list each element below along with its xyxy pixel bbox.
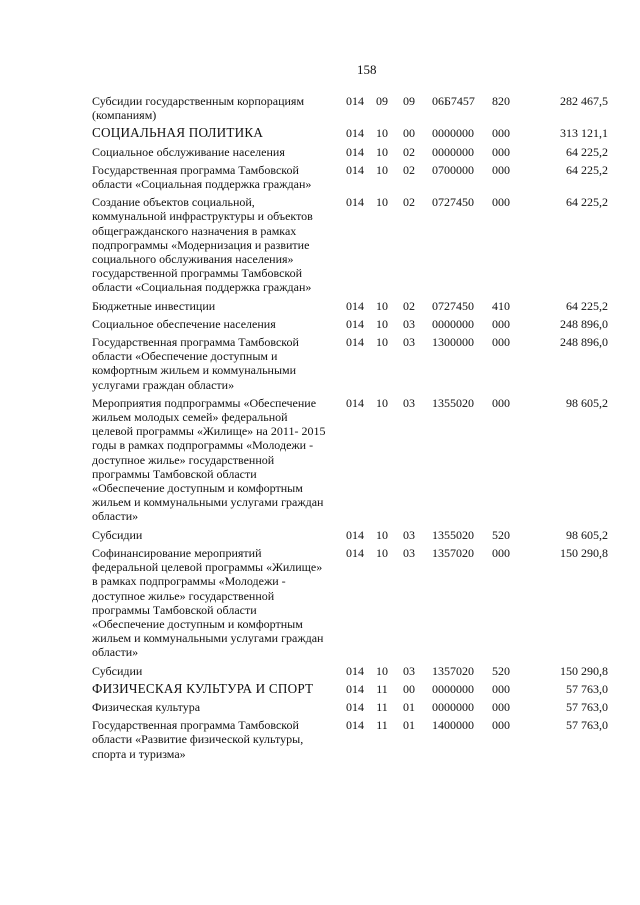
table-row: [92, 317, 608, 331]
item-name: Мероприятия подпрограммы «Обеспечение жильем молодых семей» федеральной целевой программы «Жилище» на 2011- 2015 годы в рамках подпрограммы «Молодежи - доступное жилье» государственной программы Тамбовской области «Обеспечение доступным и комфортным жильем и коммунальными услугами граждан области»: [92, 395, 326, 524]
subsection-code: 03: [403, 527, 415, 542]
target-article-code: 1300000: [432, 335, 474, 350]
subsection-code: 01: [403, 718, 415, 733]
table-row: [92, 335, 608, 392]
budget-table: [92, 94, 608, 765]
expense-type-code: 820: [492, 94, 510, 108]
table-row: [92, 664, 608, 678]
section-code: 10: [376, 335, 388, 350]
item-name: Социальное обслуживание населения: [92, 144, 285, 159]
amount: 248 896,0: [560, 335, 608, 350]
ministry-code: 014: [346, 663, 364, 678]
section-code: 10: [376, 195, 388, 210]
target-article-code: 0000000: [432, 144, 474, 159]
target-article-code: 06Б7457: [432, 94, 475, 108]
ministry-code: 014: [346, 699, 364, 714]
subsection-code: 02: [403, 144, 415, 159]
expense-type-code: 000: [492, 126, 510, 141]
expense-type-code: 520: [492, 527, 510, 542]
expense-type-code: 000: [492, 681, 510, 696]
target-article-code: 0000000: [432, 316, 474, 331]
subsection-code: 09: [403, 94, 415, 108]
ministry-code: 014: [346, 681, 364, 696]
section-code: 10: [376, 126, 388, 141]
subsection-code: 03: [403, 663, 415, 678]
section-code: 10: [376, 144, 388, 159]
item-name: ФИЗИЧЕСКАЯ КУЛЬТУРА И СПОРТ: [92, 680, 314, 696]
item-name: Софинансирование мероприятий федеральной целевой программы «Жилище» в рамках подпрограммы «Молодежи - доступное жилье» государственной программы Тамбовской области «Обеспечение доступным и комфортным жильем и коммунальными услугами граждан области»: [92, 545, 324, 660]
ministry-code: 014: [346, 94, 364, 108]
ministry-code: 014: [346, 718, 364, 733]
table-row: [92, 718, 608, 761]
target-article-code: 0700000: [432, 162, 474, 177]
item-name: Субсидии: [92, 527, 143, 542]
amount: 150 290,8: [560, 545, 608, 560]
item-name: СОЦИАЛЬНАЯ ПОЛИТИКА: [92, 125, 264, 141]
page-number: 158: [357, 62, 377, 77]
section-row: [92, 126, 608, 140]
section-code: 10: [376, 298, 388, 313]
section-code: 10: [376, 316, 388, 331]
table-row: [92, 94, 608, 122]
subsection-code: 02: [403, 162, 415, 177]
section-code: 11: [376, 718, 388, 733]
section-code: 10: [376, 663, 388, 678]
ministry-code: 014: [346, 335, 364, 350]
item-name: Субсидии государственным корпорациям (компаниям): [92, 94, 305, 123]
expense-type-code: 000: [492, 718, 510, 733]
ministry-code: 014: [346, 527, 364, 542]
subsection-code: 02: [403, 195, 415, 210]
expense-type-code: 000: [492, 144, 510, 159]
amount: 64 225,2: [566, 195, 608, 210]
subsection-code: 01: [403, 699, 415, 714]
subsection-code: 00: [403, 681, 415, 696]
subsection-code: 03: [403, 395, 415, 410]
amount: 57 763,0: [566, 718, 608, 733]
ministry-code: 014: [346, 316, 364, 331]
ministry-code: 014: [346, 144, 364, 159]
item-name: Государственная программа Тамбовской области «Социальная поддержка граждан»: [92, 162, 312, 192]
table-row: [92, 528, 608, 542]
amount: 57 763,0: [566, 699, 608, 714]
expense-type-code: 000: [492, 195, 510, 210]
section-code: 10: [376, 162, 388, 177]
ministry-code: 014: [346, 395, 364, 410]
subsection-code: 03: [403, 316, 415, 331]
expense-type-code: 000: [492, 162, 510, 177]
subsection-code: 00: [403, 126, 415, 141]
subsection-code: 02: [403, 298, 415, 313]
section-code: 10: [376, 545, 388, 560]
ministry-code: 014: [346, 545, 364, 560]
item-name: Социальное обеспечение населения: [92, 316, 276, 331]
ministry-code: 014: [346, 162, 364, 177]
target-article-code: 1400000: [432, 718, 474, 733]
expense-type-code: 000: [492, 316, 510, 331]
amount: 98 605,2: [566, 395, 608, 410]
amount: 64 225,2: [566, 162, 608, 177]
target-article-code: 0000000: [432, 126, 474, 141]
table-row: [92, 700, 608, 714]
section-code: 10: [376, 527, 388, 542]
table-row: [92, 145, 608, 159]
target-article-code: 0000000: [432, 681, 474, 696]
ministry-code: 014: [346, 195, 364, 210]
target-article-code: 0727450: [432, 195, 474, 210]
section-code: 11: [376, 681, 388, 696]
subsection-code: 03: [403, 545, 415, 560]
item-name: Создание объектов социальной, коммунальной инфраструктуры и объектов общегражданского назначения в рамках подпрограммы «Модернизация и развитие социального обслуживания населения» государственной программы Тамбовской области «Социальная поддержка граждан»: [92, 195, 313, 295]
expense-type-code: 410: [492, 298, 510, 313]
target-article-code: 1357020: [432, 545, 474, 560]
ministry-code: 014: [346, 126, 364, 141]
expense-type-code: 000: [492, 335, 510, 350]
amount: 282 467,5: [560, 94, 608, 108]
section-row: [92, 682, 608, 696]
table-row: [92, 195, 608, 294]
item-name: Физическая культура: [92, 699, 201, 714]
expense-type-code: 520: [492, 663, 510, 678]
amount: 64 225,2: [566, 298, 608, 313]
amount: 248 896,0: [560, 316, 608, 331]
item-name: Бюджетные инвестиции: [92, 298, 216, 313]
amount: 150 290,8: [560, 663, 608, 678]
expense-type-code: 000: [492, 699, 510, 714]
target-article-code: 1355020: [432, 395, 474, 410]
ministry-code: 014: [346, 298, 364, 313]
target-article-code: 0727450: [432, 298, 474, 313]
table-row: [92, 396, 608, 524]
section-code: 10: [376, 395, 388, 410]
item-name: Субсидии: [92, 663, 143, 678]
expense-type-code: 000: [492, 545, 510, 560]
table-row: [92, 163, 608, 191]
section-code: 09: [376, 94, 388, 108]
subsection-code: 03: [403, 335, 415, 350]
amount: 64 225,2: [566, 144, 608, 159]
table-row: [92, 299, 608, 313]
expense-type-code: 000: [492, 395, 510, 410]
table-row: [92, 546, 608, 660]
target-article-code: 1357020: [432, 663, 474, 678]
target-article-code: 1355020: [432, 527, 474, 542]
amount: 98 605,2: [566, 527, 608, 542]
section-code: 11: [376, 699, 388, 714]
item-name: Государственная программа Тамбовской области «Развитие физической культуры, спорта и туризма»: [92, 718, 304, 761]
target-article-code: 0000000: [432, 699, 474, 714]
item-name: Государственная программа Тамбовской области «Обеспечение доступным и комфортным жильем и коммунальными услугами граждан области»: [92, 335, 299, 392]
amount: 57 763,0: [566, 681, 608, 696]
amount: 313 121,1: [560, 126, 608, 141]
